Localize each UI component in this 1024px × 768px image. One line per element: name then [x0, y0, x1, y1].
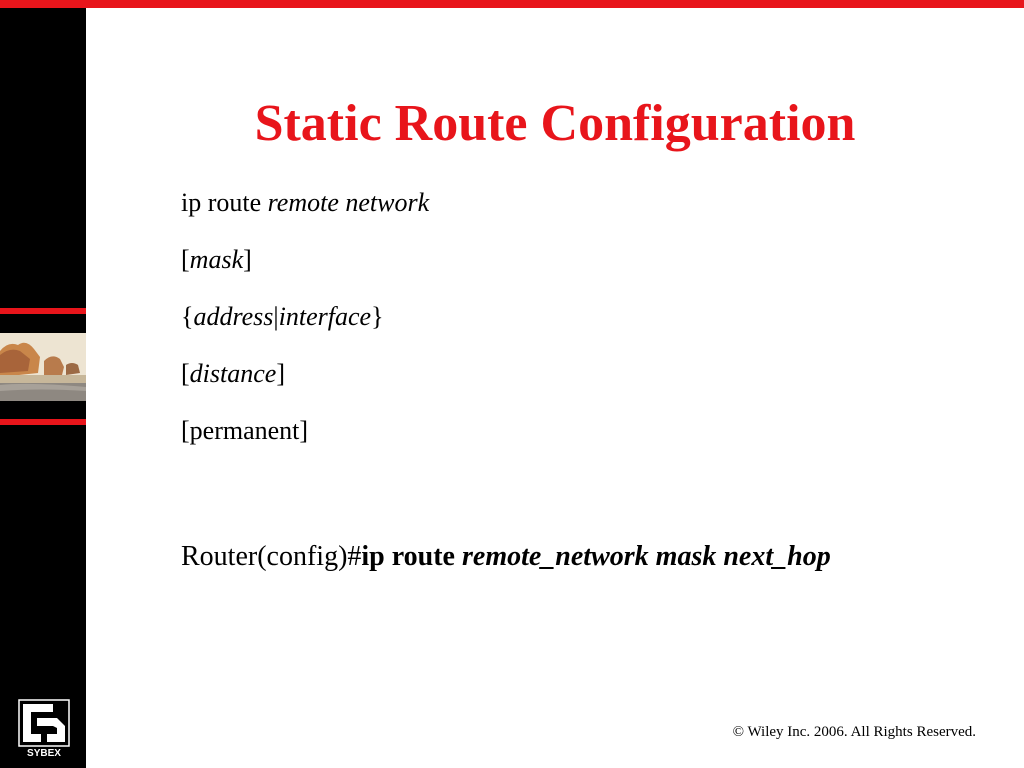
syntax-line-mask	[181, 240, 429, 297]
syntax-param-interface: interface	[278, 302, 372, 331]
syntax-line-address-interface	[181, 297, 429, 354]
bracket-open: [	[181, 245, 190, 274]
command-example	[181, 537, 831, 577]
brace-open: {	[181, 302, 194, 331]
sidebar-red-stripe-lower	[0, 419, 86, 425]
left-sidebar	[0, 0, 86, 768]
syntax-list	[181, 183, 429, 468]
syntax-keyword: ip route	[181, 188, 268, 217]
coastal-cliffs-photo	[0, 333, 86, 401]
syntax-param-remote-network: remote network	[267, 188, 430, 217]
command-prompt: Router(config)#	[181, 541, 362, 572]
syntax-line-permanent: [permanent]	[181, 416, 309, 445]
sidebar-red-stripe-upper	[0, 308, 86, 314]
bracket-close: ]	[276, 359, 285, 388]
command-keyword: ip route	[361, 541, 462, 572]
sybex-logo-icon	[17, 698, 71, 748]
bracket-close: ]	[243, 245, 252, 274]
syntax-param-address: address	[193, 302, 274, 331]
logo-wordmark: SYBEX	[27, 748, 61, 759]
brace-close: }	[371, 302, 384, 331]
syntax-param-mask: mask	[189, 245, 244, 274]
copyright-notice: © Wiley Inc. 2006. All Rights Reserved.	[732, 724, 976, 740]
command-arguments: remote_network mask next_hop	[462, 541, 831, 572]
syntax-param-distance: distance	[189, 359, 277, 388]
bracket-open: [	[181, 359, 190, 388]
slide-title: Static Route Configuration	[254, 95, 856, 152]
syntax-line-distance	[181, 354, 429, 411]
sidebar-photo	[0, 333, 86, 401]
pipe-separator: |	[273, 302, 279, 331]
sybex-logo	[17, 698, 71, 762]
syntax-line-ip-route	[181, 183, 429, 240]
top-accent-bar	[0, 0, 1024, 8]
